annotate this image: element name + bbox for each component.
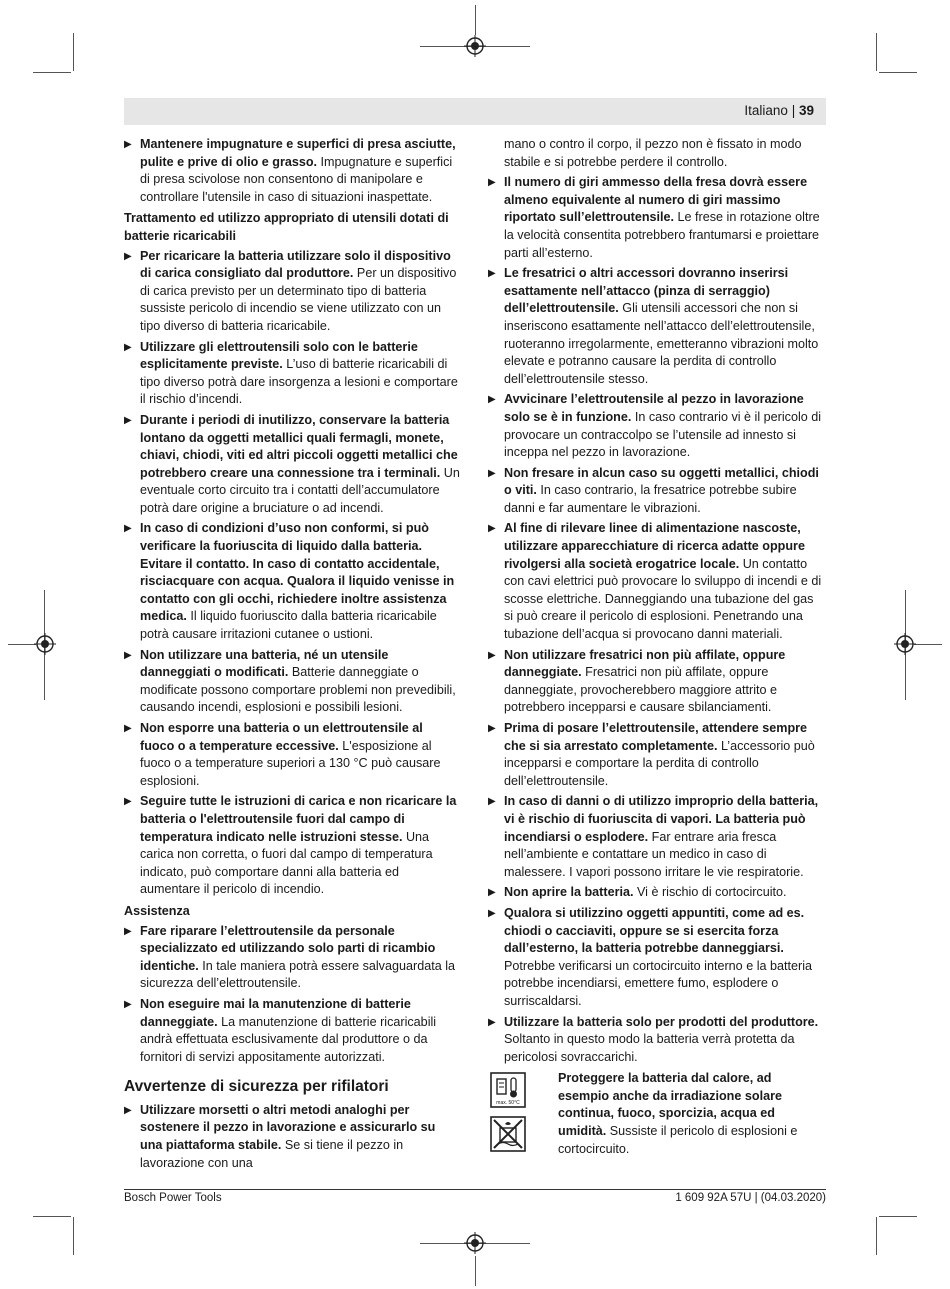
item-bold-text: Utilizzare gli elettroutensili solo con le batterie esplicitamente previste.	[140, 339, 418, 372]
item-bold-text: Non fresare in alcun caso su oggetti metallici, chiodi o viti.	[504, 465, 819, 498]
list-item	[488, 793, 824, 881]
list-item	[488, 905, 824, 1011]
registration-mark-icon	[894, 633, 916, 655]
bullet-triangle-icon: ▶	[488, 394, 496, 406]
warning-text: Sussiste il pericolo di esplosioni e cortocircuito.	[558, 1124, 798, 1156]
header-separator: |	[791, 103, 796, 118]
crop-mark	[876, 33, 877, 71]
item-text: Potrebbe verificarsi un cortocircuito interno e la batteria potrebbe incendiarsi, emettere fumo, esplodere o surriscaldarsi.	[504, 958, 812, 1008]
page-number: 39	[798, 103, 814, 118]
footer-divider	[124, 1189, 826, 1190]
bullet-triangle-icon: ▶	[488, 887, 496, 899]
list-item	[124, 248, 460, 336]
bullet-triangle-icon: ▶	[488, 177, 496, 189]
header-text	[744, 103, 826, 118]
bullet-triangle-icon: ▶	[124, 139, 132, 150]
warning-bold-text: Proteggere la batteria dal calore, ad esempio anche da irradiazione solare continua, fuoco, sporcizia, acqua ed umidità.	[558, 1071, 782, 1139]
bullet-triangle-icon: ▶	[124, 250, 132, 262]
footer-brand: Bosch Power Tools	[124, 1192, 222, 1204]
item-text: Vi è rischio di cortocircuito.	[633, 885, 787, 900]
crop-mark	[33, 72, 71, 73]
item-text: Impugnature e superfici di presa scivolose non consentono di manipolare e controllare l'utensile in caso di situazioni inaspettate.	[140, 154, 453, 204]
max-temperature-icon	[490, 1072, 526, 1108]
item-bold-text: Utilizzare morsetti o altri metodi analoghi per sostenere il pezzo in lavorazione e assicurarlo su una piattaforma stabile.	[140, 1102, 436, 1153]
item-text: Far entrare aria fresca nell’ambiente e contattare un medico in caso di malessere. I vapori possono irritare le vie respiratorie.	[504, 829, 804, 879]
list-item	[124, 520, 460, 643]
item-text: Il liquido fuoriuscito dalla batteria ricaricabile potrà causare irritazioni cutanee o ustioni.	[140, 609, 437, 642]
warning-icons	[490, 1072, 526, 1157]
item-text: L’accessorio può incepparsi e comportare la perdita di controllo dell’elettroutensile.	[504, 738, 815, 788]
item-text: L'esposizione al fuoco o a temperature superiori a 130 °C può causare esplosioni.	[140, 738, 441, 788]
section-title: Avvertenze di sicurezza per rifilatori	[124, 1078, 389, 1096]
page-header	[124, 98, 826, 125]
list-item	[124, 996, 460, 1066]
item-bold-text: Avvicinare l’elettroutensile al pezzo in lavorazione solo se è in funzione.	[504, 392, 804, 424]
crop-mark	[33, 1216, 71, 1217]
subheading: Assistenza	[124, 903, 190, 918]
right-column	[488, 136, 824, 1158]
item-bold-text: In caso di condizioni d’uso non conformi, si può verificare la fuoriuscita di liquido dalla batteria. Evitare il contatto. In caso di contatto accidentale, risciacquare con acqua. Qualora il liquido venisse in contatto con gli occhi, richiedere inoltre assistenza medica.	[140, 521, 455, 624]
list-item	[488, 1014, 824, 1067]
bullet-triangle-icon: ▶	[488, 723, 496, 734]
bullet-triangle-icon: ▶	[488, 796, 496, 808]
crop-mark	[8, 644, 36, 645]
item-bold-text: Il numero di giri ammesso della fresa dovrà essere almeno equivalente al numero di giri massimo riportato sull’elettroutensile.	[504, 175, 808, 225]
item-text: Fresatrici non più affilate, oppure danneggiate, provocherebbero maggiore attrito e potrebbero incepparsi e causare sbilanciamenti.	[504, 665, 778, 715]
bullet-triangle-icon: ▶	[488, 1016, 496, 1028]
footer-doc-number: 1 609 92A 57U | (04.03.2020)	[675, 1192, 826, 1204]
bullet-triangle-icon: ▶	[488, 268, 496, 280]
item-text: Se si tiene il pezzo in lavorazione con una	[140, 1138, 404, 1170]
list-item	[124, 647, 460, 717]
no-water-fire-icon	[490, 1116, 526, 1152]
item-text: Un eventuale corto circuito tra i contatti dell’accumulatore potrà dare origine a bruciature o ad incendi.	[140, 465, 460, 515]
item-text: Batterie danneggiate o modificate possono comportare problemi non prevedibili, causando incendi, esplosioni e possibili lesioni.	[140, 665, 456, 715]
crop-mark	[879, 72, 917, 73]
list-item	[488, 465, 824, 518]
item-bold-text: Durante i periodi di inutilizzo, conservare la batteria lontano da oggetti metallici quali fermagli, monete, chiavi, chiodi, viti ed altri piccoli oggetti metallici che potrebbero creare una connessione tra i terminali.	[140, 412, 458, 480]
item-text: La manutenzione di batterie ricaricabili andrà effettuata esclusivamente dal produttore o da fornitori di servizi appositamente autorizzati.	[140, 1014, 437, 1064]
bullet-triangle-icon: ▶	[124, 796, 132, 808]
bullet-triangle-icon: ▶	[488, 649, 496, 661]
item-text: In caso contrario vi è il pericolo di provocare un contraccolpo se l’utensile ad innesto si inceppa nel pezzo in lavorazione.	[504, 409, 822, 460]
item-text: Gli utensili accessori che non si inseriscono esattamente nell’attacco dell’elettroutensile, ruoteranno irregolarmente, emetteranno vibrazioni molto elevate e potranno causare la perdita di controllo dell’elettroutensile stesso.	[504, 301, 819, 386]
bullet-triangle-icon: ▶	[124, 341, 132, 353]
crop-mark	[73, 1217, 74, 1255]
item-bold-text: Al fine di rilevare linee di alimentazione nascoste, utilizzare apparecchiature di ricerca adatte oppure rivolgersi alla società erogatrice locale.	[504, 521, 805, 571]
heat-warning	[488, 1070, 824, 1158]
bullet-triangle-icon: ▶	[488, 523, 496, 535]
list-item	[124, 339, 460, 409]
registration-mark-icon	[464, 1232, 486, 1254]
bullet-triangle-icon: ▶	[124, 723, 132, 734]
list-item	[124, 720, 460, 790]
item-text: Le frese in rotazione oltre la velocità consentita potrebbero frantumarsi e proiettare parti all’esterno.	[504, 210, 820, 260]
subheading: Trattamento ed utilizzo appropriato di utensili dotati di batterie ricaricabili	[124, 211, 449, 243]
item-bold-text: Non aprire la batteria.	[504, 885, 634, 900]
header-language: Italiano	[744, 103, 788, 118]
crop-mark	[475, 1256, 476, 1286]
registration-mark-icon	[464, 35, 486, 57]
item-bold-text: Qualora si utilizzino oggetti appuntiti, come ad es. chiodi o cacciaviti, oppure se si esercita forza dall’esterno, la batteria potrebbe danneggiarsi.	[504, 905, 805, 956]
list-item	[124, 136, 460, 206]
item-bold-text: Le fresatrici o altri accessori dovranno inserirsi esattamente nell’attacco (pinza di serraggio) dell’elettroutensile.	[504, 266, 789, 316]
bullet-triangle-icon: ▶	[124, 925, 132, 937]
left-column	[124, 136, 460, 1175]
crop-mark	[914, 644, 942, 645]
crop-mark	[876, 1217, 877, 1255]
item-text: In caso contrario, la fresatrice potrebbe subire danni e far aumentare le vibrazioni.	[504, 483, 797, 515]
item-bold-text: Non utilizzare fresatrici non più affilate, oppure danneggiate.	[504, 647, 786, 680]
item-bold-text: Non eseguire mai la manutenzione di batterie danneggiate.	[140, 996, 411, 1029]
list-item	[488, 884, 824, 902]
bullet-triangle-icon: ▶	[488, 467, 496, 479]
bullet-triangle-icon: ▶	[124, 649, 132, 661]
crop-mark	[73, 33, 74, 71]
list-item	[124, 923, 460, 993]
list-item	[488, 520, 824, 643]
item-bold-text: In caso di danni o di utilizzo improprio della batteria, vi è rischio di fuoriuscita di vapori. La batteria può incendiarsi o esplodere.	[504, 794, 819, 844]
crop-mark	[879, 1216, 917, 1217]
item-bold-text: Fare riparare l’elettroutensile da personale specializzato ed utilizzando solo parti di ricambio identiche.	[140, 923, 436, 973]
item-bold-text: Non esporre una batteria o un elettroutensile al fuoco o a temperature eccessive.	[140, 721, 423, 753]
item-bold-text: Utilizzare la batteria solo per prodotti del produttore.	[504, 1014, 819, 1029]
list-item	[488, 391, 824, 461]
bullet-triangle-icon: ▶	[124, 998, 132, 1010]
item-bold-text: Mantenere impugnature e superfici di presa asciutte, pulite e prive di olio e grasso.	[140, 137, 456, 169]
registration-mark-icon	[34, 633, 56, 655]
item-text: Un contatto con cavi elettrici può provocare lo sviluppo di incendi e di scosse elettriche. Danneggiando una tubazione del gas si può creare il pericolo di esplosioni. Penetrando una tubazione dell’acqua si provocano danni materiali.	[504, 556, 822, 642]
continuation-text: mano o contro il corpo, il pezzo non è fissato in modo stabile e si potrebbe perdere il controllo.	[504, 137, 802, 169]
max-temperature-label: max. 50°C	[496, 1100, 520, 1107]
bullet-triangle-icon: ▶	[124, 414, 132, 426]
item-text: In tale maniera potrà essere salvaguardata la sicurezza dell’elettroutensile.	[140, 958, 456, 991]
bullet-triangle-icon: ▶	[488, 907, 496, 919]
item-text: L’uso di batterie ricaricabili di tipo diverso potrà dare insorgenza a lesioni e comportare il rischio d’incendi.	[140, 357, 458, 407]
list-item	[488, 174, 824, 262]
item-text: Per un dispositivo di carica previsto per un determinato tipo di batteria sussiste pericolo di incendio se viene utilizzato con un tipo diverso di batteria ricaricabile.	[140, 266, 457, 333]
list-item	[124, 793, 460, 899]
bullet-triangle-icon: ▶	[124, 1104, 132, 1116]
item-text: Una carica non corretta, o fuori dal campo di temperatura indicato, può comportare danni alla batteria ed aumentare il pericolo di incendio.	[140, 829, 433, 897]
crop-mark	[475, 5, 476, 35]
bullet-triangle-icon: ▶	[124, 523, 132, 535]
item-bold-text: Per ricaricare la batteria utilizzare solo il dispositivo di carica consigliato dal produttore.	[140, 248, 451, 281]
list-item	[124, 1102, 460, 1172]
list-item	[488, 265, 824, 388]
item-bold-text: Non utilizzare una batteria, né un utensile danneggiati o modificati.	[140, 647, 389, 680]
list-item	[488, 647, 824, 717]
list-item	[124, 412, 460, 518]
item-bold-text: Seguire tutte le istruzioni di carica e non ricaricare la batteria o l'elettroutensile fuori dal campo di temperatura indicato nelle istruzioni stesse.	[140, 794, 457, 844]
item-text: Soltanto in questo modo la batteria verrà protetta da pericolosi sovraccarichi.	[504, 1032, 795, 1064]
list-item	[488, 720, 824, 790]
item-bold-text: Prima di posare l’elettroutensile, attendere sempre che si sia arrestato completamente.	[504, 721, 808, 753]
